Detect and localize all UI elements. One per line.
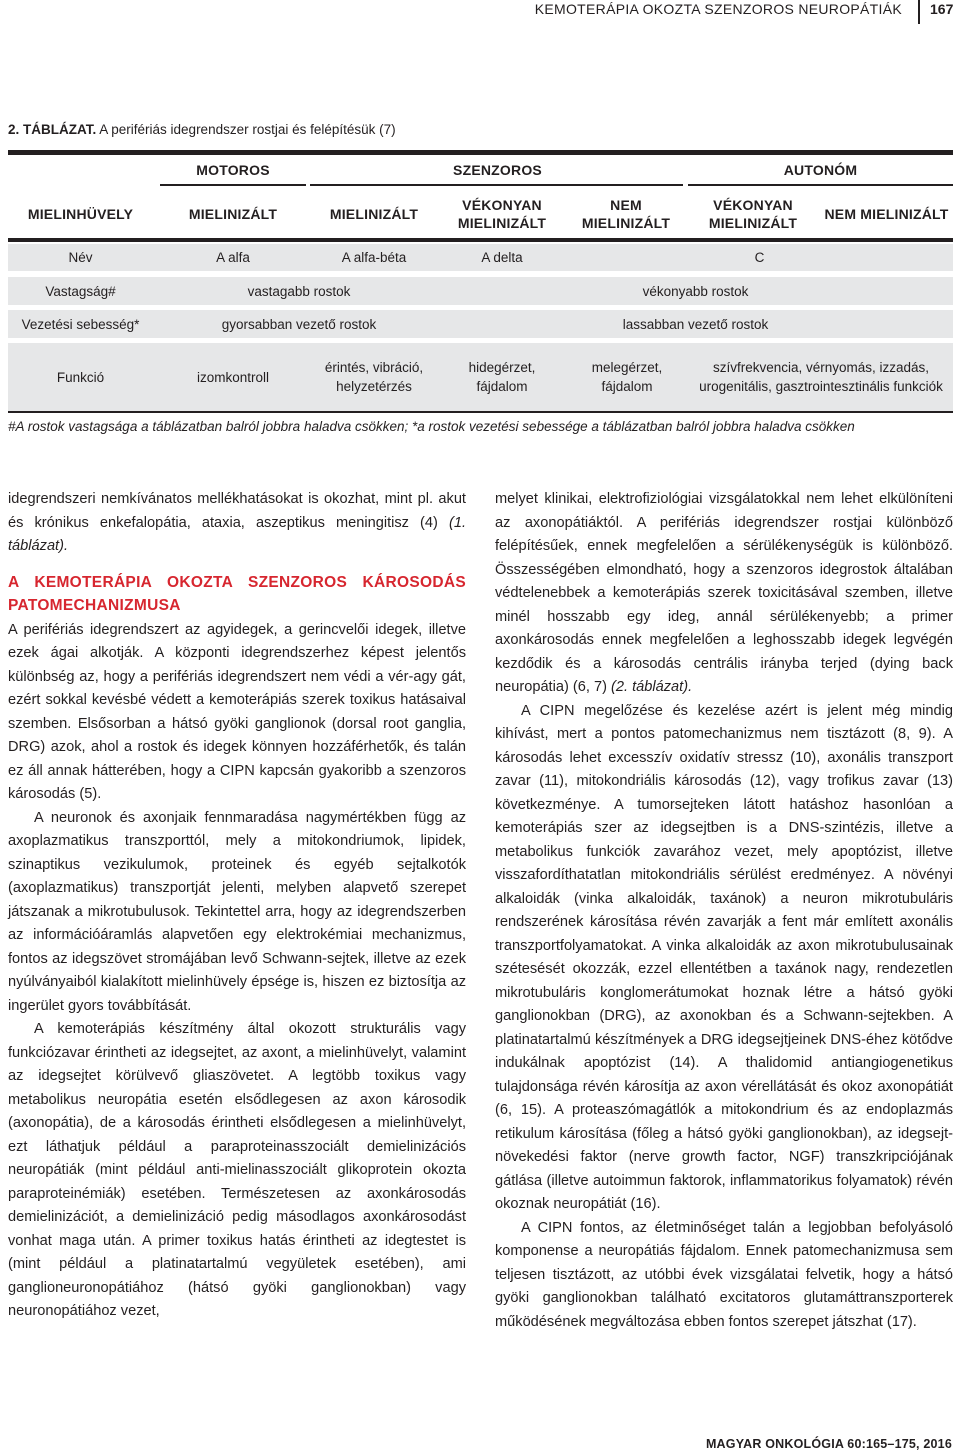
funkcio-erintes: érintés, vibráció, helyzetérzés [324, 360, 424, 394]
table-footnote: #A rostok vastagsága a táblázatban balról jobbra haladva csökken; *a rostok vezetési sebessége a táblázatban balról jobbra haladva csökken [8, 419, 855, 434]
table-caption [8, 122, 396, 137]
header-divider [918, 0, 920, 24]
right-column [495, 488, 953, 1334]
col-header-motoros-mielinizalt: MIELINIZÁLT [188, 206, 278, 222]
funkcio-melegerzet: melegérzet, fájdalom [591, 360, 663, 394]
funkcio-autonom: szívfrekvencia, vérnyomás, izzadás, urogenitális, gasztrointesztinális funkciók [699, 360, 943, 394]
right-paragraph-2: A CIPN fontos, az életminőséget talán a legjobban befolyásoló komponense a neuropátiás fájdalom. Ennek patomechanizmusa sem teljesen tisztázott, az utóbbi évek vizsgálatai felvetik, hogy a hátsó gyöki ganglionokban található excitatoros glutamáttranszporterek működésének megváltozása ebben fontos szerepet játszhat (17). [495, 1219, 953, 1330]
running-header [0, 0, 960, 24]
funkcio-izomkontroll: izomkontroll [196, 369, 270, 385]
nev-c: C [754, 250, 765, 265]
table-top-rule [8, 150, 953, 155]
nev-a-alfa: A alfa [216, 250, 250, 265]
row-label-funkcio: Funkció [56, 369, 105, 385]
nev-a-delta: A delta [481, 250, 523, 265]
vastagsag-vastagabb: vastagabb rostok [247, 283, 351, 299]
table-header-rule [8, 238, 953, 242]
left-paragraph-1: A perifériás idegrendszert az agyidegek, a gerincvelői idegek, illetve ezek ágai alkotják. A központi idegrendszerhez képest jelentős különbség az, hogy a perifériás idegrendszert nem védi a vér-agy gát, ezért sokkal kevésbé védett a kemoterápiás szerek toxikus hatásaival szemben. Elsősorban a hátsó gyöki ganglionok (dorsal root ganglia, DRG) azok, ahol a rostok és idegek könnyen hozzáférhetők, és talán ez áll annak hátterében, hogy a CIPN kapcsán gyakoribb a szenzoros károsodás (5). [8, 621, 466, 802]
row-label-vastagsag: Vastagság# [45, 283, 116, 299]
table-caption-text: A perifériás idegrendszer rostjai és felépítésük (7) [96, 122, 396, 137]
vezetesi-gyorsabban: gyorsabban vezető rostok [221, 316, 377, 332]
col-header-szenzoros-vekonyan: VÉKONYAN MIELINIZÁLT [457, 197, 547, 231]
col-header-mielinhuvely: MIELINHÜVELY [27, 206, 134, 222]
page-number: 167 [930, 1, 954, 17]
group-rule-szenzoros [310, 184, 683, 186]
row-label-nev: Név [68, 250, 93, 265]
table-ref-1: (1. táblázat). [8, 514, 466, 554]
funkcio-hidegerzet: hidegérzet, fájdalom [468, 360, 536, 394]
col-header-szenzoros-nem: NEM MIELINIZÁLT [581, 197, 671, 231]
right-p0-text: melyet klinikai, elektrofiziológiai vizsgálatokkal nem lehet elkülöníteni az axonopátiáktól. A perifériás idegrendszer rostjai különböző felépítésűek, ennek megfelelően a sérülékenységük is különböző. Összességében elmondható, hogy a szenzoros idegrostok általában védtelenebbek a kemoterápiás szerek toxicitásával szemben, illetve minél hosszabb egy ideg, annál sérülékenyebb; a primer axonkárosodás ennek megfelelően a leghosszabb idegek legvégén kezdődik és a károsodás centrális irányba terjed (dying back neuropátia) (6, 7) [495, 491, 953, 695]
col-header-szenzoros-mielinizalt: MIELINIZÁLT [329, 206, 419, 222]
left-paragraph-2: A neuronok és axonjaik fennmaradása nagymértékben függ az axoplazmatikus transzporttól, mely a mitokondriumok, lipidek, szinaptikus vezikulumok, proteinek és egyéb sejtalkotók (axoplazmatikus) transzportját jelenti, melyben alapvető szerepet játszanak a mikrotubulusok. Tekintettel arra, hogy az idegrendszerben az információáramlás alapvetően egy elektrokémiai mechanizmus, fontos az idegszövet stromájában levő Schwann-sejtek, illetve az ezek nyúlványaiból kialakított mielinhüvely épsége is, hiszen ez biztosítja az ingerület gyors továbbítását. [8, 809, 466, 1014]
left-column [8, 488, 466, 1324]
table-caption-label: 2. TÁBLÁZAT. [8, 122, 97, 137]
vezetesi-lassabban: lassabban vezető rostok [622, 316, 769, 332]
group-rule-autonom [688, 184, 953, 186]
left-paragraph-3: A kemoterápiás készítmény által okozott strukturális vagy funkciózavar érintheti az idegsejtet, az axont, a mielinhüvelyt, valamint az idegsejtet körülvevő gliaszövetet. A legtöbb toxikus vagy metabolikus neuropátia esetén elsődlegesen az axon károsodik (axonopátia), de a károsodás érintheti elsődlegesen a mielinhüvelyt, ezt láthatjuk például a paraproteinasszociált demielinizációs neuropátiák (mint például anti-mielinasszociált glikoprotein okozta paraproteinémiák) esetében. Természetesen az axonkárosodás demielinizációt, a demielinizáció pedig másodlagos axonkárosodást vonhat maga után. A primer toxikus hatás érintheti az idegtestet is (mint például a platinatartalmú vegyületek esetében), ami ganglioneuronopátiához (hátsó gyöki ganglionokban) vagy neuronopátiához vezet, [8, 1021, 466, 1319]
right-paragraph-0 [495, 488, 953, 700]
section-heading: A KEMOTERÁPIA OKOZTA SZENZOROS KÁROSODÁS PATOMECHANIZMUSA [8, 573, 466, 614]
table-bottom-rule [8, 411, 953, 413]
left-paragraph-0 [8, 488, 466, 559]
running-title: KEMOTERÁPIA OKOZTA SZENZOROS NEUROPÁTIÁK [534, 1, 902, 17]
row-label-vezetesi: Vezetési sebesség* [21, 316, 140, 332]
left-p0-text: idegrendszeri nemkívánatos mellékhatásokat is okozhat, mint pl. akut és krónikus enkefalopátia, ataxia, aszeptikus meningitisz (4) [8, 491, 466, 531]
group-header-autonom: AUTONÓM [783, 162, 858, 178]
journal-footer: MAGYAR ONKOLÓGIA 60:165–175, 2016 [705, 1437, 952, 1451]
right-paragraph-1: A CIPN megelőzése és kezelése azért is jelent még mindig kihívást, mert a pontos patomechanizmus nem tisztázott (8, 9). A károsodás lehet excesszív oxidatív stressz (10), axonális transzport zavar (11), mitokondriális károsodás (12), vagy trofikus zavar (13) következménye. A tumorsejteken látott hatáshoz hasonlóan a kemoterápiás szer az idegsejtben is a DNS-szintézis, illetve a metabolikus funkciók zavarához vezet, mely apoptózist, illetve visszafordíthatatlan mitokondriális sérülést eredményez. A növényi alkaloidák (vinka alkaloidák, taxánok) a neuron mikrotubuláris rendszerének károsítása révén zavarják a fent már említett axonális transzportfolyamatokat. A vinka alkaloidák az axon mikrotubulusainak szétesését okozzák, ezzel ellentétben a taxánok nagy, rendezetlen mikrotubuláris konglomerátumokat hoznak létre a hátsó gyöki ganglionokban (DRG), az axonokban és a Schwann-sejtekben. A platinatartalmú készítmények a DRG idegsejtjeinek DNS-éhez kötődve indukálnak apoptózist (14). A thalidomid antiangiogenetikus tulajdonsága révén károsítja az axon vérellátását és okoz axonopátiát (6, 15). A proteaszómagátlók a mitokondrium és az endoplazmás retikulum károsítása (főleg a hátsó gyöki ganglionokban), az idegsejt-növekedési faktor (nerve growth factor, NGF) transzkripciójának gátlása (illetve autoimmun faktorok, inflammatorikus folyamatok) révén okoznak neuropátiát (16). [495, 702, 953, 1212]
vastagsag-vekonyabb: vékonyabb rostok [642, 283, 749, 299]
nev-a-alfa-beta: A alfa-béta [341, 250, 407, 265]
group-header-motoros: MOTOROS [196, 162, 270, 178]
col-header-autonom-vekonyan: VÉKONYAN MIELINIZÁLT [708, 197, 798, 231]
table-ref-2: (2. táblázat). [611, 679, 693, 695]
group-header-szenzoros: SZENZOROS [453, 162, 542, 178]
group-rule-motoros [160, 184, 306, 186]
col-header-autonom-nem: NEM MIELINIZÁLT [824, 206, 949, 222]
